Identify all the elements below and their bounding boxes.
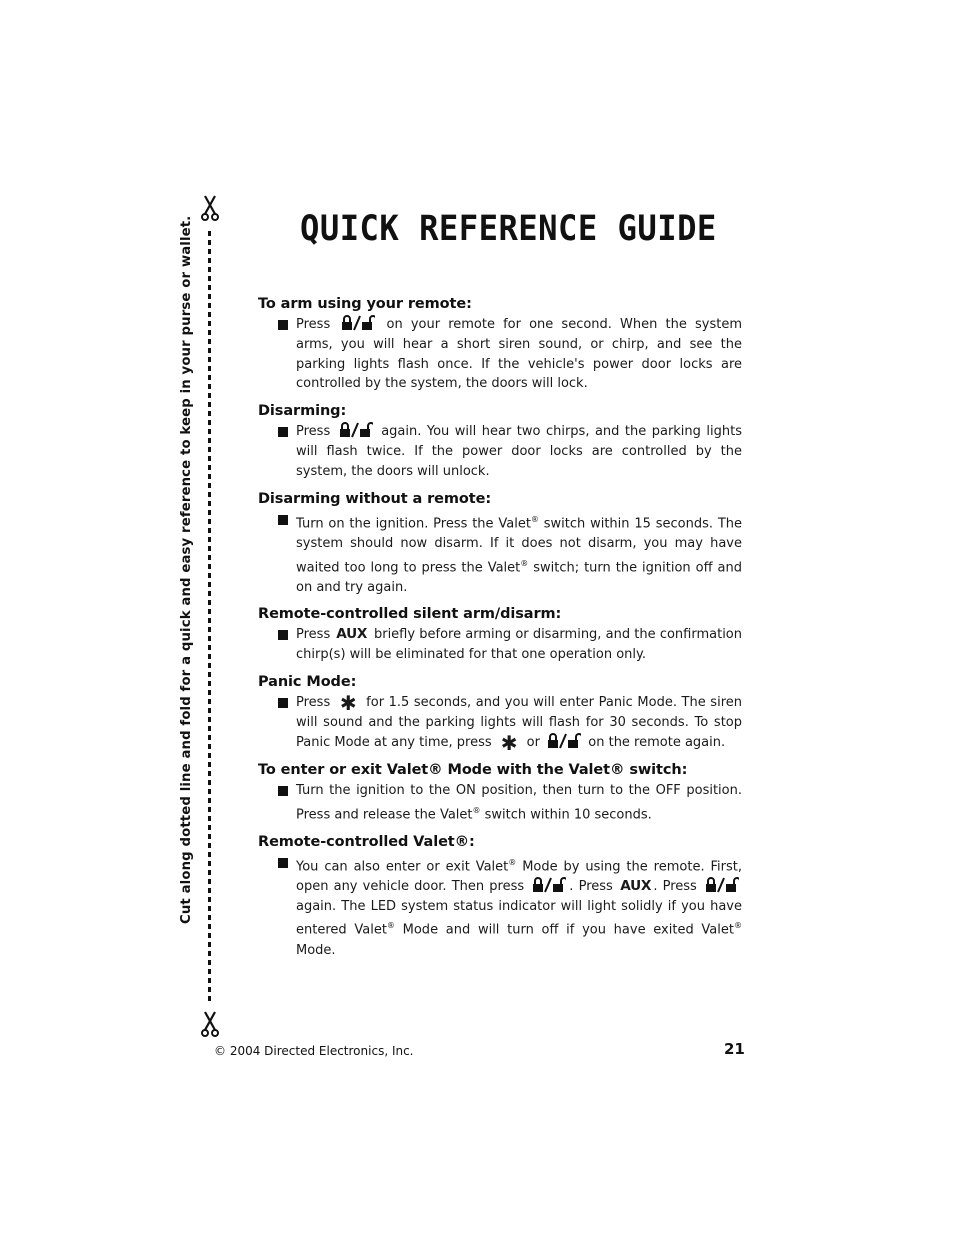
lock-unlock-icon bbox=[547, 733, 581, 749]
asterisk-icon: ✱ bbox=[500, 730, 518, 755]
list-item: Turn the ignition to the ON position, then turn to the OFF position. Press and release the Valet® switch within 10 seconds. bbox=[258, 781, 742, 825]
bullet-icon bbox=[278, 858, 288, 868]
bullet-icon bbox=[278, 427, 288, 437]
lock-unlock-icon bbox=[532, 877, 566, 893]
aux-button-icon: AUX bbox=[620, 878, 652, 894]
bullet-icon bbox=[278, 698, 288, 708]
bullet-icon bbox=[278, 320, 288, 330]
bullet-icon bbox=[278, 786, 288, 796]
page-title: QUICK REFERENCE GUIDE bbox=[300, 209, 717, 250]
section-valet-switch bbox=[258, 762, 742, 825]
list-item: You can also enter or exit Valet® Mode by using the remote. First, open any vehicle door. Then press . Press AUX . Press again. The LED system status indicator will light solidly if you have entered Valet® Mode and will turn off if you have exited Valet® Mode. bbox=[258, 853, 742, 961]
bullet-icon bbox=[278, 630, 288, 640]
section-heading: To arm using your remote: bbox=[258, 296, 472, 312]
bullet-icon bbox=[278, 515, 288, 525]
page-number: 21 bbox=[724, 1040, 745, 1058]
section-heading: To enter or exit Valet® Mode with the Valet® switch: bbox=[258, 761, 688, 778]
list-item: Turn on the ignition. Press the Valet® switch within 15 seconds. The system should now disarm. If it does not disarm, you may have waited too long to press the Valet® switch; turn the ignition off and on and try again. bbox=[258, 510, 742, 598]
list-item: Press AUX briefly before arming or disarming, and the confirmation chirp(s) will be eliminated for that one operation only. bbox=[258, 625, 742, 665]
section-silent-arm bbox=[258, 606, 742, 665]
section-heading: Disarming: bbox=[258, 403, 347, 420]
dotted-line bbox=[208, 231, 211, 1005]
section-heading: Remote-controlled Valet®: bbox=[258, 833, 475, 850]
cut-instruction: Cut along dotted line and fold for a quick and easy reference to keep in your purse or wallet. bbox=[179, 215, 194, 924]
cut-line bbox=[200, 195, 220, 1040]
aux-button-icon: AUX bbox=[336, 627, 368, 643]
reference-content bbox=[258, 296, 742, 969]
section-arm bbox=[258, 296, 742, 394]
section-panic bbox=[258, 674, 742, 753]
section-heading: Remote-controlled silent arm/disarm: bbox=[258, 606, 562, 623]
copyright: © 2004 Directed Electronics, Inc. bbox=[214, 1044, 414, 1058]
section-heading: Panic Mode: bbox=[258, 674, 357, 691]
scissors-icon bbox=[200, 1011, 220, 1037]
section-heading: Disarming without a remote: bbox=[258, 490, 492, 507]
list-item: Press on your remote for one second. When the system arms, you will hear a short siren sound, or chirp, and see the parking lights flash once. If the vehicle's power door locks are controlled by the system, the doors will lock. bbox=[258, 315, 742, 394]
asterisk-icon: ✱ bbox=[339, 691, 357, 716]
lock-unlock-icon bbox=[705, 877, 739, 893]
lock-unlock-icon bbox=[339, 422, 373, 438]
list-item: Press ✱ for 1.5 seconds, and you will enter Panic Mode. The siren will sound and the parking lights will flash for 30 seconds. To stop Panic Mode at any time, press ✱ or on the remote again. bbox=[258, 693, 742, 753]
list-item: Press again. You will hear two chirps, and the parking lights will flash twice. If the power door locks are controlled by the system, the doors will unlock. bbox=[258, 422, 742, 481]
lock-unlock-icon bbox=[341, 315, 375, 331]
section-disarming bbox=[258, 403, 742, 481]
section-disarm-without-remote bbox=[258, 491, 742, 598]
scissors-icon bbox=[200, 195, 220, 221]
section-remote-valet bbox=[258, 834, 742, 961]
